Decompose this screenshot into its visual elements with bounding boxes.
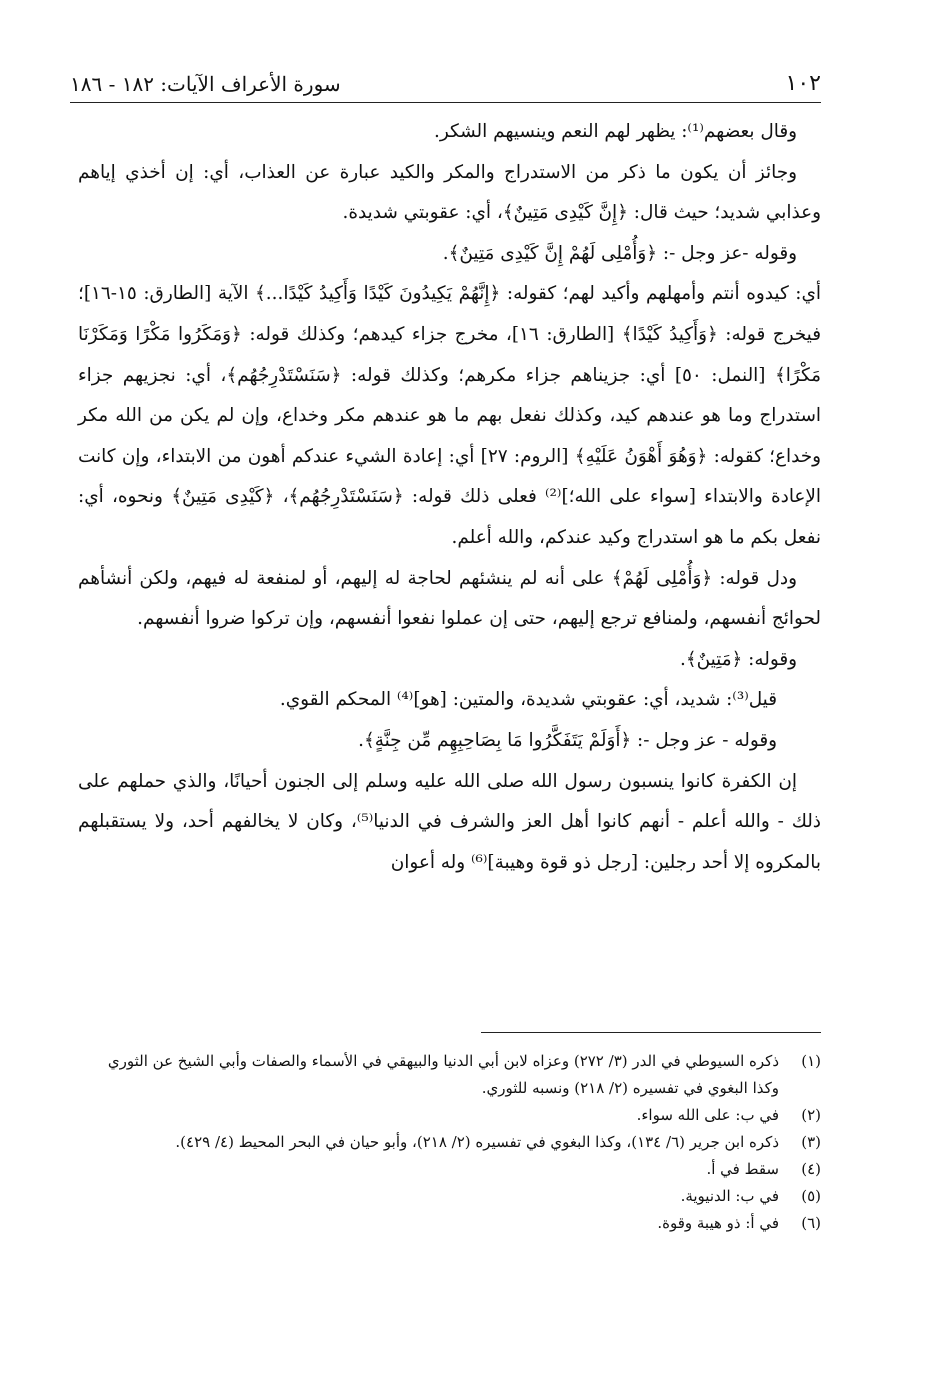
footnote-number: (١) xyxy=(801,1052,821,1070)
running-title: سورة الأعراف الآيات: ١٨٢ - ١٨٦ xyxy=(70,72,341,96)
footnote xyxy=(80,1210,821,1237)
footnote xyxy=(80,1183,821,1210)
footnote xyxy=(80,1102,821,1129)
footnote-divider xyxy=(481,1032,821,1033)
paragraph: وجائز أن يكون ما ذكر من الاستدراج والمكر والكيد عبارة عن العذاب، أي: إن أخذي إياهم وعذابي شديد؛ حيث قال: ﴿إِنَّ كَيْدِى مَتِينٌ﴾، أي: عقوبتي شديدة. xyxy=(78,161,821,224)
paragraph: وقوله -عز وجل -: ﴿وَأُمْلِى لَهُمْ إِنَّ كَيْدِى مَتِينٌ﴾. xyxy=(442,242,797,264)
paragraph: وقوله: ﴿مَتِينٌ﴾. xyxy=(679,648,797,670)
paragraph: وقال بعضهم⁽¹⁾: يظهر لهم النعم وينسيهم الشكر. xyxy=(434,121,797,142)
page-number: ١٠٢ xyxy=(785,71,821,96)
paragraph: قيل⁽³⁾: شديد، أي: عقوبتي شديدة، والمتين: [هو]⁽⁴⁾ المحكم القوي. xyxy=(279,689,777,711)
footnote-number: (٣) xyxy=(801,1133,821,1151)
paragraph: وقوله - عز وجل -: ﴿أَوَلَمْ يَتَفَكَّرُوا مَا بِصَاحِبِهِم مِّن جِنَّةٍ﴾. xyxy=(358,729,777,751)
footnote xyxy=(80,1156,821,1183)
main-text xyxy=(78,112,821,883)
footnote-number: (٦) xyxy=(801,1214,821,1232)
footnote-number: (٢) xyxy=(801,1106,821,1124)
footnotes xyxy=(80,1048,821,1237)
paragraph: أي: كيدوه أنتم وأمهلهم وأكيد لهم؛ كقوله: ﴿إِنَّهُمْ يَكِيدُونَ كَيْدًا وَأَكِيدُ كَيْدًا...﴾ الآية [الطارق: ١٥-١٦]؛ فيخرج قوله: ﴿وَأَكِيدُ كَيْدًا﴾ [الطارق: ١٦]، مخرج جزاء كيدهم؛ وكذلك قوله: ﴿وَمَكَرُوا مَكْرًا وَمَكَرْنَا مَكْرًا﴾ [النمل: ٥٠] أي: جزيناهم جزاء مكرهم؛ وكذلك قوله: ﴿سَنَسْتَدْرِجُهُم﴾، أي: نجزيهم جزاء استدراج وما هو عندهم كيد، وكذلك نفعل بهم ما هو عندهم مكر وخداع، وإن لم يكن من الله مكر وخداع؛ كقوله: ﴿وَهُوَ أَهْوَنُ عَلَيْهِ﴾ [الروم: ٢٧] أي: إعادة الشيء عندكم أهون من الابتداء، وإن كانت الإعادة والابتداء [سواء على الله؛]⁽²⁾ فعلى ذلك قوله: ﴿سَنَسْتَدْرِجُهُم﴾، ﴿كَيْدِى مَتِينٌ﴾ ونحوه، أي: نفعل بكم ما هو استدراج وكيد عندكم، والله أعلم. xyxy=(78,283,822,548)
footnote-text: في ب: على الله سواء. xyxy=(636,1106,779,1124)
page-header xyxy=(70,56,821,103)
footnote-text: في أ: ذو هيبة وقوة. xyxy=(657,1214,779,1232)
footnote-text: ذكره السيوطي في الدر (٣/ ٢٧٢) وعزاه لابن أبي الدنيا والبيهقي في الأسماء والصفات وأبي الشيخ عن الثوري وكذا البغوي في تفسيره (٢/ ٢١٨) ونسبه للثوري. xyxy=(107,1052,779,1097)
footnote-text: ذكره ابن جرير (٦/ ١٣٤)، وكذا البغوي في تفسيره (٢/ ٢١٨)، وأبو حيان في البحر المحيط (٤/ ٤٢٩). xyxy=(175,1133,779,1151)
footnote-number: (٥) xyxy=(801,1187,821,1205)
footnote xyxy=(80,1048,821,1102)
footnote-text: سقط في أ. xyxy=(706,1160,779,1178)
footnote xyxy=(80,1129,821,1156)
paragraph: ودل قوله: ﴿وَأُمْلِى لَهُمْ﴾ على أنه لم ينشئهم لحاجة له إليهم، أو لمنفعة له فيهم، ولكن أنشأهم لحوائج أنفسهم، ولمنافع ترجع إليهم، حتى إن عملوا نفعوا أنفسهم، وإن تركوا ضروا أنفسهم. xyxy=(78,567,821,630)
paragraph: إن الكفرة كانوا ينسبون رسول الله صلى الله عليه وسلم إلى الجنون أحيانًا، والذي حملهم على ذلك - والله أعلم - أنهم كانوا أهل العز والشرف في الدنيا⁽⁵⁾، وكان لا يخالفهم أحد، ولا يستقبلهم بالمكروه إلا أحد رجلين: [رجل ذو قوة وهيبة]⁽⁶⁾ وله أعوان xyxy=(78,770,821,873)
footnote-text: في ب: الدنيوية. xyxy=(680,1187,779,1205)
footnote-number: (٤) xyxy=(801,1160,821,1178)
